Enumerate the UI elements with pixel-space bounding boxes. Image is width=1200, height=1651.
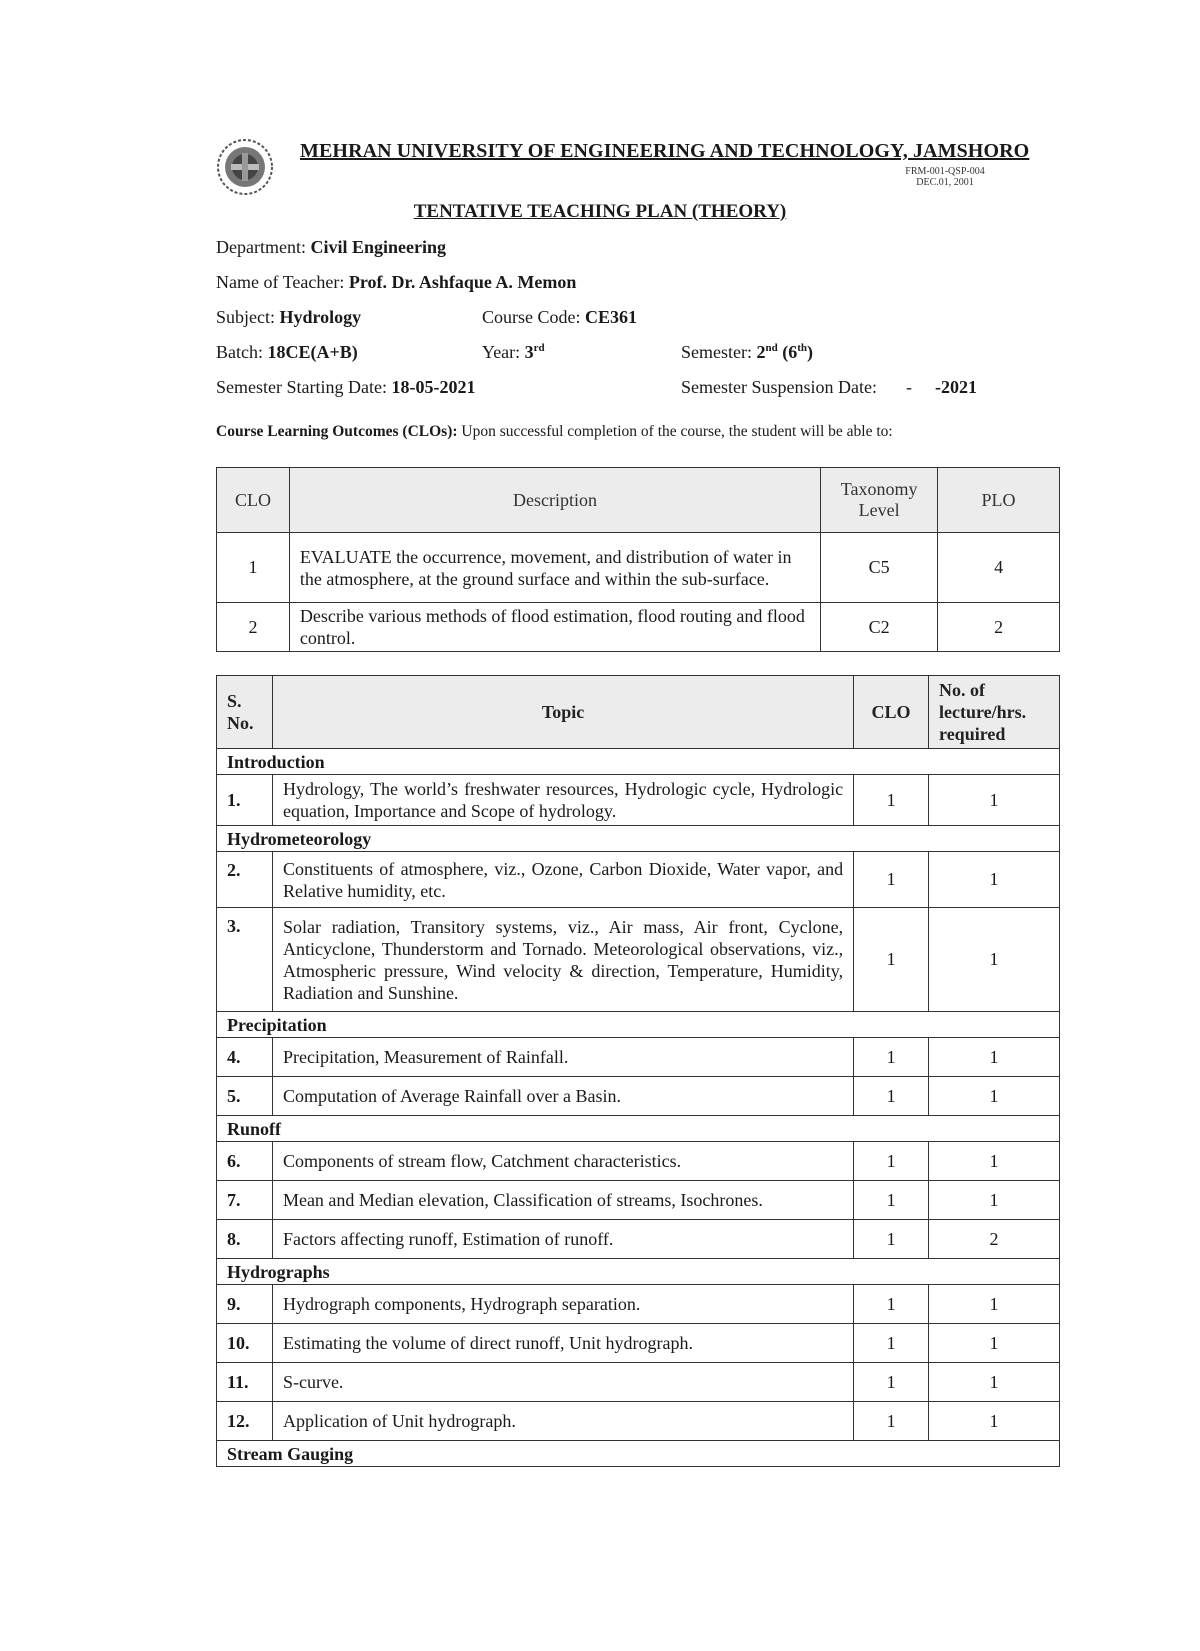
section-row	[217, 826, 1060, 852]
department-value: Civil Engineering	[310, 237, 446, 257]
topic-hours: 1	[929, 775, 1060, 826]
form-code-date: DEC.01, 2001	[916, 177, 974, 188]
topic-clo: 1	[854, 1181, 929, 1220]
topic-serial: 2.	[217, 852, 273, 908]
batch-row	[216, 342, 358, 363]
teacher-value: Prof. Dr. Ashfaque A. Memon	[348, 272, 577, 292]
clo-table	[216, 467, 1060, 652]
batch-label: Batch:	[216, 342, 263, 362]
clo-row	[217, 603, 1060, 652]
topic-hours: 1	[929, 852, 1060, 908]
section-title: Stream Gauging	[217, 1441, 1060, 1467]
clo-number: 2	[217, 603, 290, 652]
topic-text: Mean and Median elevation, Classification of streams, Isochrones.	[272, 1181, 853, 1220]
section-row	[217, 1441, 1060, 1467]
suspension-date-year: -2021	[934, 377, 977, 397]
semester-paren-suffix: th	[797, 342, 808, 354]
topic-text: Constituents of atmosphere, viz., Ozone, Carbon Dioxide, Water vapor, and Relative humidity, etc.	[272, 852, 853, 908]
topic-row	[217, 1077, 1060, 1116]
topic-serial: 10.	[217, 1324, 273, 1363]
topic-text: S-curve.	[272, 1363, 853, 1402]
topic-clo: 1	[854, 775, 929, 826]
section-row	[217, 1259, 1060, 1285]
topic-clo: 1	[854, 1142, 929, 1181]
clo-header-description: Description	[289, 468, 820, 533]
semester-row	[681, 342, 813, 363]
section-title: Precipitation	[217, 1012, 1060, 1038]
topic-row	[217, 775, 1060, 826]
topic-clo: 1	[854, 1363, 929, 1402]
topic-table-header	[217, 676, 1060, 749]
clo-taxonomy: C2	[821, 603, 938, 652]
clo-description: EVALUATE the occurrence, movement, and distribution of water in the atmosphere, at the ground surface and within the sub-surface.	[289, 533, 820, 603]
teacher-label: Name of Teacher:	[216, 272, 345, 292]
department-row	[216, 237, 446, 258]
topic-text: Components of stream flow, Catchment characteristics.	[272, 1142, 853, 1181]
year-suffix: rd	[533, 342, 545, 354]
topic-hours: 1	[929, 908, 1060, 1012]
teacher-row	[216, 272, 576, 293]
course-code-label: Course Code:	[482, 307, 581, 327]
topic-row	[217, 1220, 1060, 1259]
topic-text: Hydrology, The world’s freshwater resources, Hydrologic cycle, Hydrologic equation, Importance and Scope of hydrology.	[272, 775, 853, 826]
clo-plo: 4	[938, 533, 1060, 603]
year-value	[525, 342, 545, 362]
topic-serial: 6.	[217, 1142, 273, 1181]
clo-description: Describe various methods of flood estimation, flood routing and flood control.	[289, 603, 820, 652]
topic-row	[217, 1181, 1060, 1220]
start-date-value: 18-05-2021	[391, 377, 476, 397]
topic-clo: 1	[854, 908, 929, 1012]
clo-intro-text: Upon successful completion of the course, the student will be able to:	[457, 423, 893, 440]
clo-plo: 2	[938, 603, 1060, 652]
semester-suffix: nd	[765, 342, 778, 354]
topic-serial: 11.	[217, 1363, 273, 1402]
subject-row	[216, 307, 361, 328]
topic-text: Factors affecting runoff, Estimation of runoff.	[272, 1220, 853, 1259]
header-topic: Topic	[272, 676, 853, 749]
topic-text: Solar radiation, Transitory systems, viz., Air mass, Air front, Cyclone, Anticyclone, Thunderstorm and Tornado. Meteorological observations, viz., Atmospheric pressure, Wind velocity & direction, Temperature, Humidity, Radiation and Sunshine.	[272, 908, 853, 1012]
topic-serial: 7.	[217, 1181, 273, 1220]
topic-text: Precipitation, Measurement of Rainfall.	[272, 1038, 853, 1077]
year-number: 3	[524, 342, 534, 362]
suspension-date-dash: -	[905, 377, 912, 397]
clo-header-plo: PLO	[938, 468, 1060, 533]
topic-text: Application of Unit hydrograph.	[272, 1402, 853, 1441]
header-clo: CLO	[854, 676, 929, 749]
clo-header-taxonomy: Taxonomy Level	[821, 468, 938, 533]
university-logo	[216, 136, 274, 198]
clo-row	[217, 533, 1060, 603]
semester-paren-open: (6	[782, 342, 798, 362]
topic-hours: 1	[929, 1142, 1060, 1181]
university-name: MEHRAN UNIVERSITY OF ENGINEERING AND TECHNOLOGY, JAMSHORO	[300, 140, 1030, 162]
topic-serial: 9.	[217, 1285, 273, 1324]
topic-clo: 1	[854, 1324, 929, 1363]
topic-hours: 1	[929, 1363, 1060, 1402]
batch-value: 18CE(A+B)	[267, 342, 358, 362]
topic-serial: 8.	[217, 1220, 273, 1259]
year-row	[482, 342, 545, 363]
topic-serial: 5.	[217, 1077, 273, 1116]
suspension-date-label: Semester Suspension Date:	[681, 377, 877, 397]
clo-number: 1	[217, 533, 290, 603]
form-code	[870, 166, 1020, 188]
topic-row	[217, 1038, 1060, 1077]
document-title: TENTATIVE TEACHING PLAN (THEORY)	[413, 201, 787, 222]
topic-hours: 2	[929, 1220, 1060, 1259]
semester-value	[756, 342, 813, 362]
topic-row	[217, 908, 1060, 1012]
section-title: Hydrographs	[217, 1259, 1060, 1285]
section-title: Introduction	[217, 749, 1060, 775]
topic-row	[217, 1285, 1060, 1324]
topic-clo: 1	[854, 1077, 929, 1116]
clo-table-header	[217, 468, 1060, 533]
section-title: Hydrometeorology	[217, 826, 1060, 852]
topic-hours: 1	[929, 1181, 1060, 1220]
topic-serial: 4.	[217, 1038, 273, 1077]
section-row	[217, 1116, 1060, 1142]
course-code-value: CE361	[585, 307, 638, 327]
topic-clo: 1	[854, 1220, 929, 1259]
topic-text: Hydrograph components, Hydrograph separation.	[272, 1285, 853, 1324]
start-date-row	[216, 377, 475, 398]
topic-serial: 1.	[217, 775, 273, 826]
section-row	[217, 749, 1060, 775]
header-serial-no: S. No.	[217, 676, 273, 749]
section-row	[217, 1012, 1060, 1038]
semester-paren-close: )	[807, 342, 814, 362]
semester-label: Semester:	[681, 342, 752, 362]
topic-hours: 1	[929, 1038, 1060, 1077]
topic-row	[217, 1324, 1060, 1363]
department-label: Department:	[216, 237, 306, 257]
topic-serial: 3.	[217, 908, 273, 1012]
topic-hours: 1	[929, 1402, 1060, 1441]
topic-row	[217, 852, 1060, 908]
clo-taxonomy: C5	[821, 533, 938, 603]
header-lecture-hours: No. of lecture/hrs. required	[929, 676, 1060, 749]
start-date-label: Semester Starting Date:	[216, 377, 387, 397]
clo-intro-heading: Course Learning Outcomes (CLOs):	[216, 423, 458, 440]
subject-value: Hydrology	[279, 307, 362, 327]
topic-table	[216, 675, 1060, 1467]
clo-header-clo: CLO	[217, 468, 290, 533]
topic-text: Estimating the volume of direct runoff, Unit hydrograph.	[272, 1324, 853, 1363]
semester-number: 2	[756, 342, 766, 362]
topic-hours: 1	[929, 1324, 1060, 1363]
clo-intro	[216, 423, 893, 441]
subject-label: Subject:	[216, 307, 275, 327]
topic-clo: 1	[854, 1402, 929, 1441]
suspension-date-row	[681, 377, 977, 398]
course-code-row	[482, 307, 637, 328]
topic-hours: 1	[929, 1285, 1060, 1324]
topic-hours: 1	[929, 1077, 1060, 1116]
topic-clo: 1	[854, 1285, 929, 1324]
topic-text: Computation of Average Rainfall over a Basin.	[272, 1077, 853, 1116]
topic-row	[217, 1363, 1060, 1402]
section-title: Runoff	[217, 1116, 1060, 1142]
topic-row	[217, 1402, 1060, 1441]
topic-clo: 1	[854, 1038, 929, 1077]
year-label: Year:	[482, 342, 521, 362]
topic-clo: 1	[854, 852, 929, 908]
form-code-number: FRM-001-QSP-004	[905, 166, 985, 177]
topic-row	[217, 1142, 1060, 1181]
topic-serial: 12.	[217, 1402, 273, 1441]
